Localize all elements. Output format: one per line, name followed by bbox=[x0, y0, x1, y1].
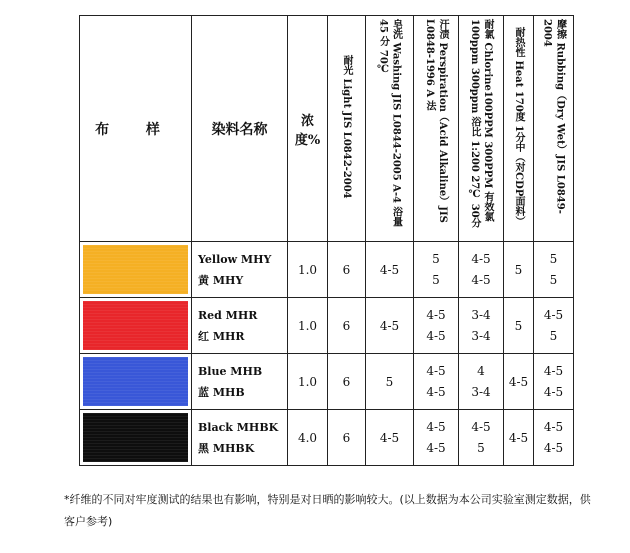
chlorine-300ppm: 3-4 bbox=[471, 328, 491, 343]
rubbing-cell bbox=[534, 298, 574, 354]
chlorine-cell bbox=[459, 410, 504, 466]
perspiration-acid: 4-5 bbox=[426, 307, 446, 322]
dye-name-cell bbox=[192, 242, 288, 298]
dye-name-cn: 红 MHR bbox=[198, 329, 245, 343]
washing-cell: 4-5 bbox=[366, 410, 414, 466]
dye-name-en: Blue MHB bbox=[198, 364, 263, 378]
rubbing-cell bbox=[534, 354, 574, 410]
fabric-swatch-cell bbox=[80, 354, 192, 410]
rubbing-dry: 4-5 bbox=[543, 363, 564, 378]
chlorine-cell bbox=[459, 242, 504, 298]
light-cell: 6 bbox=[328, 242, 366, 298]
chlorine-100ppm: 4-5 bbox=[471, 419, 491, 434]
fabric-swatch bbox=[83, 245, 188, 294]
fabric-swatch bbox=[83, 357, 188, 406]
perspiration-alkaline: 4-5 bbox=[426, 384, 446, 399]
table-row bbox=[80, 354, 574, 410]
dye-name-cell bbox=[192, 354, 288, 410]
fabric-swatch-cell bbox=[80, 242, 192, 298]
chlorine-fastness-header: 耐氯 Chlorine100PPM 300PPM 有效氯 100ppm 300ppm 浴比 1:200 27℃ 30分 bbox=[459, 16, 504, 242]
rubbing-cell bbox=[534, 242, 574, 298]
washing-cell: 4-5 bbox=[366, 298, 414, 354]
perspiration-cell bbox=[414, 410, 459, 466]
dye-name-cn: 黄 MHY bbox=[198, 273, 244, 287]
concentration-cell: 1.0 bbox=[288, 298, 328, 354]
header-row bbox=[80, 16, 574, 242]
washing-cell: 4-5 bbox=[366, 242, 414, 298]
light-cell: 6 bbox=[328, 410, 366, 466]
perspiration-cell bbox=[414, 242, 459, 298]
chlorine-100ppm: 4 bbox=[477, 363, 485, 378]
perspiration-alkaline: 4-5 bbox=[426, 440, 446, 455]
fastness-table-container bbox=[79, 15, 573, 455]
chlorine-300ppm: 3-4 bbox=[471, 384, 491, 399]
concentration-cell: 1.0 bbox=[288, 242, 328, 298]
chlorine-300ppm: 5 bbox=[477, 440, 485, 455]
table-row bbox=[80, 410, 574, 466]
heat-cell: 4-5 bbox=[504, 410, 534, 466]
fabric-swatch bbox=[83, 413, 188, 462]
rubbing-wet: 5 bbox=[549, 272, 558, 287]
chlorine-cell bbox=[459, 298, 504, 354]
perspiration-cell bbox=[414, 354, 459, 410]
dye-name-cell bbox=[192, 298, 288, 354]
chlorine-300ppm: 4-5 bbox=[471, 272, 491, 287]
table-row bbox=[80, 242, 574, 298]
perspiration-cell bbox=[414, 298, 459, 354]
perspiration-alkaline: 5 bbox=[432, 272, 440, 287]
chlorine-cell bbox=[459, 354, 504, 410]
heat-cell: 5 bbox=[504, 242, 534, 298]
sample-header: 布 样 bbox=[80, 16, 192, 242]
light-fastness-header: 耐光 Light JIS L0842-2004 bbox=[328, 16, 366, 242]
perspiration-acid: 4-5 bbox=[426, 419, 446, 434]
table-row bbox=[80, 298, 574, 354]
perspiration-acid: 4-5 bbox=[426, 363, 446, 378]
dye-name-en: Black MHBK bbox=[198, 420, 279, 434]
rubbing-wet: 4-5 bbox=[543, 440, 564, 455]
concentration-cell: 4.0 bbox=[288, 410, 328, 466]
rubbing-dry: 4-5 bbox=[543, 419, 564, 434]
dye-name-header: 染料名称 bbox=[192, 16, 288, 242]
fabric-swatch-cell bbox=[80, 298, 192, 354]
perspiration-fastness-header: 汗渍 Perspiration（Acid Alkaline）JIS L0848-1996 A 法 bbox=[414, 16, 459, 242]
light-cell: 6 bbox=[328, 354, 366, 410]
concentration-header: 浓度% bbox=[288, 16, 328, 242]
fabric-swatch bbox=[83, 301, 188, 350]
dye-name-cn: 蓝 MHB bbox=[198, 385, 245, 399]
heat-cell: 4-5 bbox=[504, 354, 534, 410]
perspiration-acid: 5 bbox=[432, 251, 440, 266]
perspiration-alkaline: 4-5 bbox=[426, 328, 446, 343]
washing-fastness-header: 皂洗 Washing JIS L0844-2005 A-4 浴量 45 分 70℃ bbox=[366, 16, 414, 242]
rubbing-fastness-header: 摩擦 Rubbing（Dry Wet）JIS L0849-2004 bbox=[534, 16, 574, 242]
dye-name-cn: 黑 MHBK bbox=[198, 441, 255, 455]
chlorine-100ppm: 3-4 bbox=[471, 307, 491, 322]
rubbing-wet: 4-5 bbox=[543, 384, 564, 399]
dye-name-cell bbox=[192, 410, 288, 466]
chlorine-100ppm: 4-5 bbox=[471, 251, 491, 266]
fabric-swatch-cell bbox=[80, 410, 192, 466]
dye-name-en: Yellow MHY bbox=[198, 252, 272, 266]
rubbing-cell bbox=[534, 410, 574, 466]
rubbing-dry: 4-5 bbox=[543, 307, 564, 322]
heat-fastness-header: 耐热性 Heat 170度 1分中（对CDP面料） bbox=[504, 16, 534, 242]
washing-cell: 5 bbox=[366, 354, 414, 410]
rubbing-dry: 5 bbox=[549, 251, 558, 266]
concentration-cell: 1.0 bbox=[288, 354, 328, 410]
heat-cell: 5 bbox=[504, 298, 534, 354]
color-fastness-table bbox=[79, 15, 574, 466]
dye-name-en: Red MHR bbox=[198, 308, 258, 322]
footnote: *纤维的不同对牢度测试的结果也有影响，特别是对日晒的影响较大。(以上数据为本公司实验室测定数据，供客户参考) bbox=[64, 493, 591, 528]
rubbing-wet: 5 bbox=[549, 328, 558, 343]
light-cell: 6 bbox=[328, 298, 366, 354]
